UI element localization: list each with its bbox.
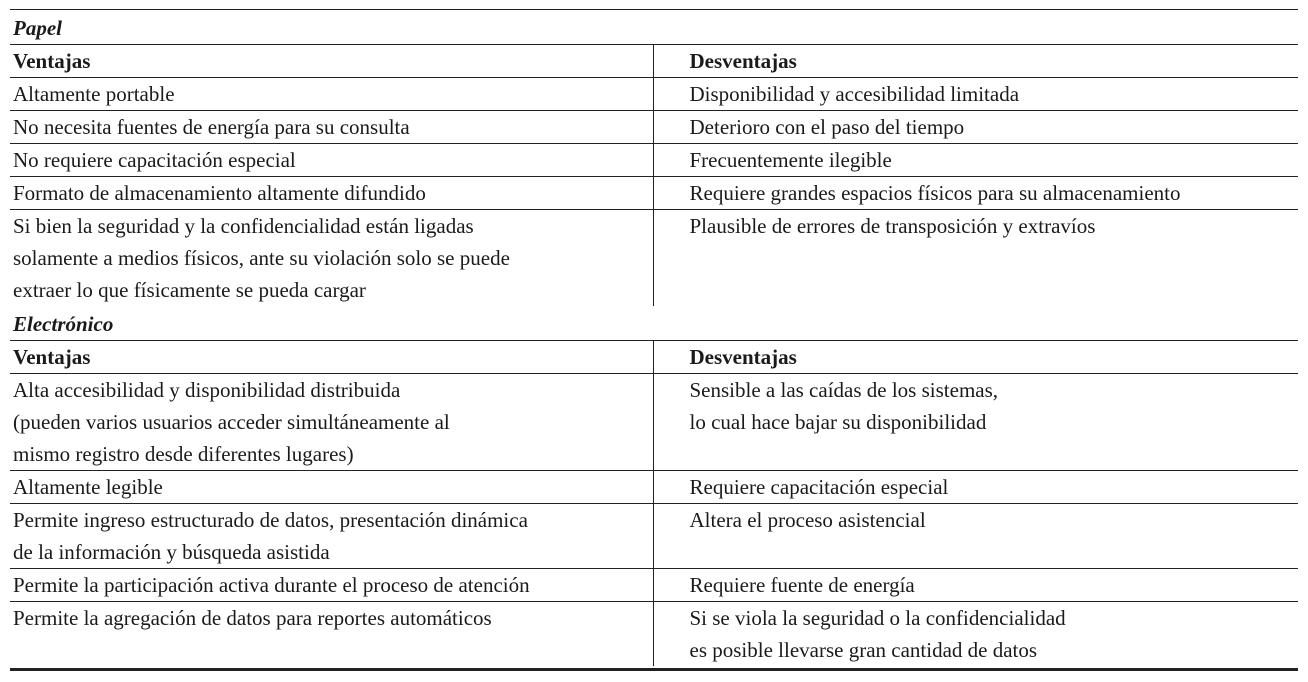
table-row (10, 210, 1298, 307)
cell-desventaja (653, 177, 1298, 210)
cell-line: No requiere capacitación especial (13, 148, 296, 172)
bottom-rule (10, 668, 1298, 671)
cell-desventaja (653, 602, 1298, 667)
section-table (10, 340, 1298, 666)
cell-line: Requiere fuente de energía (689, 573, 915, 597)
cell-line: No necesita fuentes de energía para su consulta (13, 115, 410, 139)
cell-desventaja (653, 569, 1298, 602)
cell-line: Permite la participación activa durante el proceso de atención (13, 573, 530, 597)
section-table (10, 44, 1298, 306)
cell-line: Formato de almacenamiento altamente difundido (13, 181, 426, 205)
cell-line: Requiere grandes espacios físicos para su almacenamiento (689, 181, 1181, 205)
cell-desventaja (653, 471, 1298, 504)
cell-ventaja (10, 471, 653, 504)
comparison-table (10, 9, 1298, 671)
table-row (10, 111, 1298, 144)
cell-line: lo cual hace bajar su disponibilidad (689, 410, 987, 434)
cell-ventaja (10, 210, 653, 307)
table-row (10, 504, 1298, 569)
cell-ventaja (10, 602, 653, 667)
cell-desventaja (653, 504, 1298, 569)
cell-line: Alta accesibilidad y disponibilidad distribuida (13, 378, 401, 402)
cell-ventaja (10, 78, 653, 111)
cell-line: Frecuentemente ilegible (689, 148, 892, 172)
table-row (10, 471, 1298, 504)
sections-container (10, 10, 1298, 666)
table-row (10, 374, 1298, 471)
cell-ventaja (10, 374, 653, 471)
cell-ventaja (10, 504, 653, 569)
cell-line: mismo registro desde diferentes lugares) (13, 442, 354, 466)
cell-desventaja (653, 144, 1298, 177)
cell-line: Si se viola la seguridad o la confidencialidad (689, 606, 1066, 630)
cell-line: (pueden varios usuarios acceder simultáneamente al (13, 410, 450, 434)
section-title: Papel (13, 16, 62, 40)
header-row (10, 45, 1298, 78)
cell-line: Requiere capacitación especial (689, 475, 949, 499)
cell-line: es posible llevarse gran cantidad de datos (689, 638, 1038, 662)
cell-line: extraer lo que físicamente se pueda cargar (13, 278, 366, 302)
cell-desventaja (653, 111, 1298, 144)
cell-desventaja (653, 210, 1298, 307)
cell-ventaja (10, 111, 653, 144)
table-row (10, 177, 1298, 210)
cell-line: Permite la agregación de datos para reportes automáticos (13, 606, 492, 630)
header-desventajas: Desventajas (653, 341, 1298, 374)
cell-line: solamente a medios físicos, ante su violación solo se puede (13, 246, 510, 270)
cell-line: Si bien la seguridad y la confidencialidad están ligadas (13, 214, 474, 238)
cell-line: Altamente legible (13, 475, 163, 499)
cell-line: Sensible a las caídas de los sistemas, (689, 378, 999, 402)
cell-line: Altamente portable (13, 82, 175, 106)
header-ventajas: Ventajas (10, 45, 653, 78)
header-desventajas: Desventajas (653, 45, 1298, 78)
cell-line: Plausible de errores de transposición y extravíos (689, 214, 1096, 238)
cell-line: de la información y búsqueda asistida (13, 540, 330, 564)
cell-desventaja (653, 374, 1298, 471)
table-row (10, 78, 1298, 111)
cell-ventaja (10, 144, 653, 177)
header-row (10, 341, 1298, 374)
cell-line: Disponibilidad y accesibilidad limitada (689, 82, 1020, 106)
cell-desventaja (653, 78, 1298, 111)
cell-line: Altera el proceso asistencial (689, 508, 926, 532)
cell-ventaja (10, 569, 653, 602)
header-ventajas: Ventajas (10, 341, 653, 374)
table-row (10, 602, 1298, 667)
table-row (10, 144, 1298, 177)
cell-line: Permite ingreso estructurado de datos, presentación dinámica (13, 508, 528, 532)
cell-line: Deterioro con el paso del tiempo (689, 115, 965, 139)
section-title: Electrónico (13, 312, 114, 336)
cell-ventaja (10, 177, 653, 210)
table-row (10, 569, 1298, 602)
